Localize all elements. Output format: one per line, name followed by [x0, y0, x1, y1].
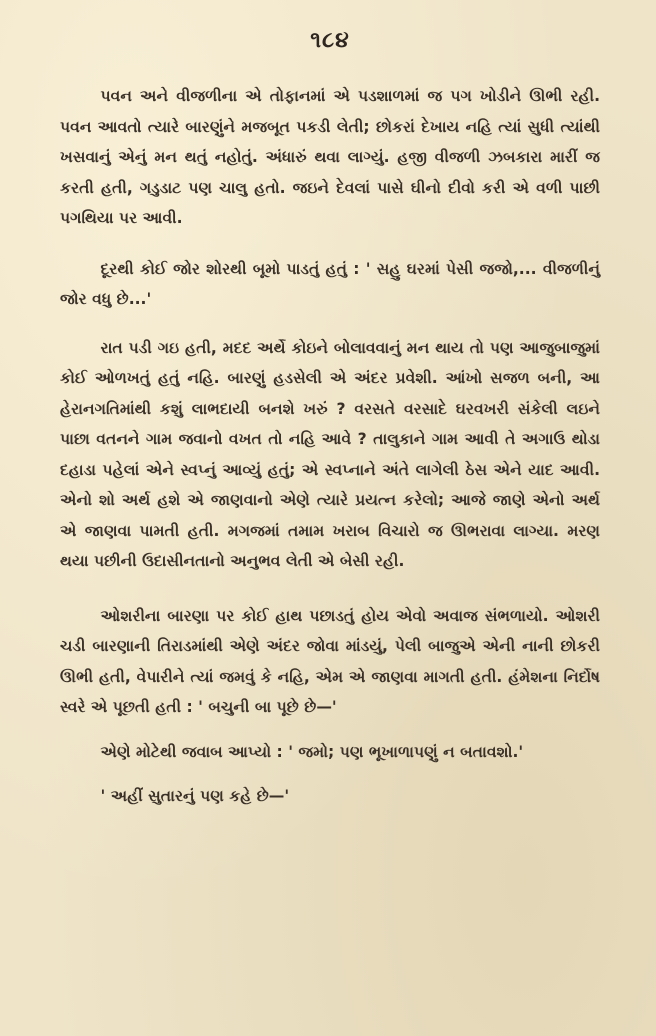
page-number: ૧૮૪ [310, 28, 350, 53]
paragraph: એણે મોટેથી જવાબ આપ્યો : ' જમો; પણ ભૂખાળાપણું ન બતાવશો.' [100, 742, 524, 761]
paragraph: દૂરથી કોઈ જોર શોરથી બૂમો પાડતું હતું : ' સહુ ઘરમાં પેસી જજો,... વીજળીનું જોર વધુ છે...' [60, 259, 600, 308]
paragraph: રાત પડી ગઇ હતી, મદદ અર્થે કોઇને બોલાવવાનું મન થાય તો પણ આજુબાજુમાં કોઈ ઓળખતું હતું નહિ. બારણું હડસેલી એ અંદર પ્રવેશી. આંખો સજળ બની, આ હેરાનગતિમાંથી કશું લાભદાયી બનશે ખરું ? વરસતે વરસાદે ઘરવખરી સંકેલી લઇને પાછા વતનને ગામ જવાનો વખત તો નહિ આવે ? તાલુકાને ગામ આવી તે અગાઉ થોડા દહાડા પહેલાં એને સ્વપ્નું આવ્યું હતું; એ સ્વપ્નાને અંતે લાગેલી ઠેસ એને યાદ આવી. એનો શો અર્થ હશે એ જાણવાનો એણે ત્યારે પ્રયત્ન કરેલો; આજે જાણે એનો અર્થ એ જાણવા પામતી હતી. મગજમાં તમામ ખરાબ વિચારો જ ઊભરાવા લાગ્યા. મરણ થયા પછીની ઉદાસીનતાનો અનુભવ લેતી એ બેસી રહી. [60, 338, 600, 570]
paragraph: ' અહીં સુતારનું પણ કહે છે—' [100, 787, 290, 805]
paragraph: ઓશરીના બારણા પર કોઈ હાથ પછાડતું હોય એવો અવાજ સંભળાયો. ઓશરી ચડી બારણાની તિરાડમાંથી એણે અંદર જોવા માંડયું, પેલી બાજુએ એની નાની છોકરી ઊભી હતી, વેપારીને ત્યાં જમવું કે નહિ, એમ એ જાણવા માગતી હતી. હંમેશના નિર્દોષ સ્વરે એ પૂછતી હતી : ' બચુની બા પૂછે છે—' [60, 606, 600, 716]
paragraph: પવન અને વીજળીના એ તોફાનમાં એ પડશાળમાં જ પગ ખોડીને ઊભી રહી. પવન આવતો ત્યારે બારણુંને મજબૂત પકડી લેતી; છોકરાં દેખાય નહિ ત્યાં સુધી ત્યાંથી ખસવાનું એનું મન થતું નહોતું. અંધારું થવા લાગ્યું. હજી વીજળી ઝબકારા મારીં જ કરતી હતી, ગડુડાટ પણ ચાલુ હતો. જઇને દેવલાં પાસે ઘીનો દીવો કરી એ વળી પાછી પગથિયા પર આવી. [60, 87, 600, 227]
